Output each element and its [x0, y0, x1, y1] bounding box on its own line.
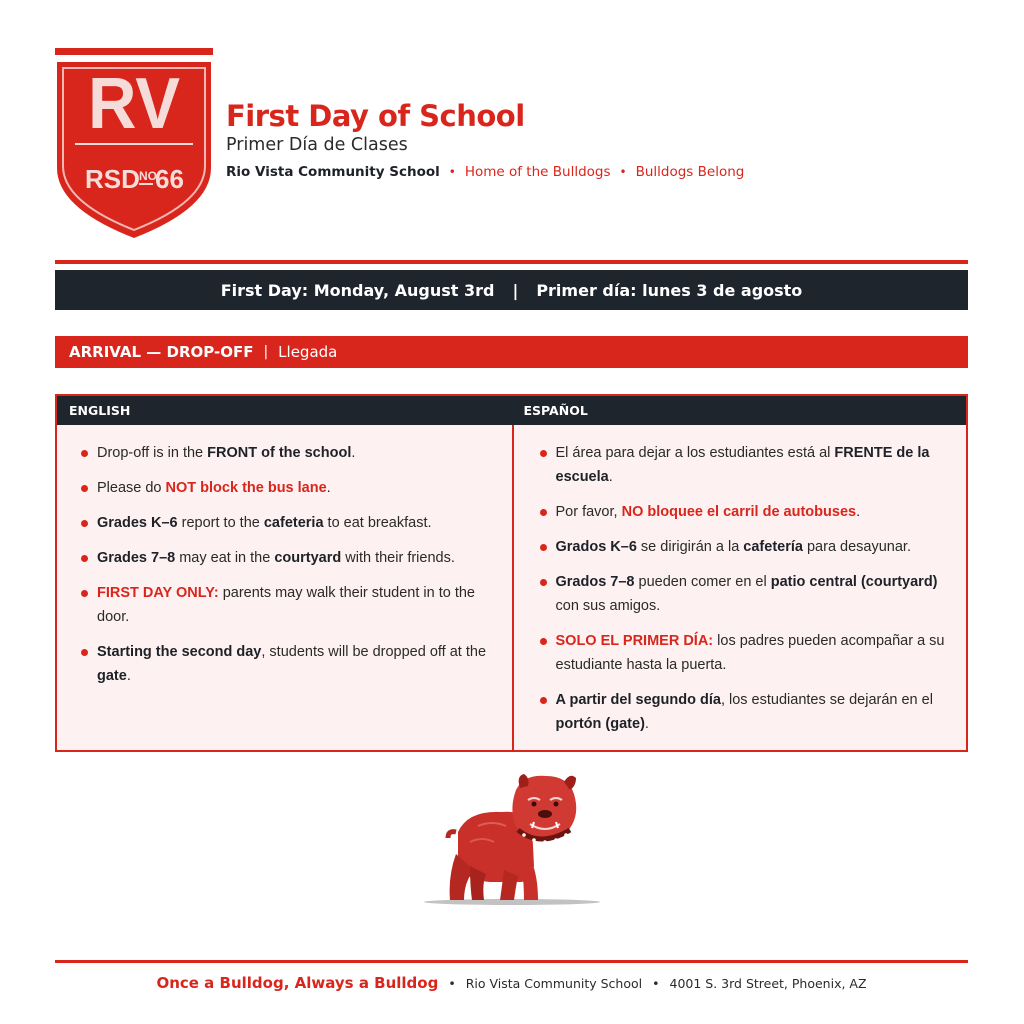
date-english: First Day: Monday, August 3rd	[220, 280, 495, 300]
list-item: Grados 7–8 pueden comer en el patio central (courtyard) con sus amigos.	[538, 570, 947, 618]
school-name: Rio Vista Community School	[226, 164, 440, 180]
page-subtitle: Primer Día de Clases	[226, 135, 408, 155]
list-item: Starting the second day, students will be dropped off at the gate.	[79, 640, 492, 688]
list-item: FIRST DAY ONLY: parents may walk their student in to the door.	[79, 581, 492, 629]
table-header	[57, 396, 966, 425]
footer-school: Rio Vista Community School	[465, 975, 643, 991]
footer-motto: Once a Bulldog, Always a Bulldog	[156, 974, 439, 992]
bullet-separator: •	[652, 975, 660, 991]
school-crest-logo	[55, 48, 213, 240]
list-item: Please do NOT block the bus lane.	[79, 476, 492, 500]
section-title: ARRIVAL — DROP-OFF	[69, 343, 254, 361]
english-column	[57, 425, 512, 750]
arrival-table	[55, 394, 968, 752]
first-day-date-bar	[55, 270, 968, 310]
footer-divider	[55, 960, 968, 963]
footer-address: 4001 S. 3rd Street, Phoenix, AZ	[669, 975, 867, 991]
bullet-separator: •	[619, 165, 627, 179]
header-divider	[55, 260, 968, 264]
slogan-home: Home of the Bulldogs	[464, 164, 611, 180]
column-spanish: ESPAÑOL	[523, 403, 588, 418]
spanish-column	[512, 425, 967, 750]
header	[226, 98, 744, 180]
list-item: Por favor, NO bloquee el carril de autobuses.	[538, 500, 947, 524]
logo-number-prefix: NO	[139, 169, 157, 183]
arrival-section-header	[55, 336, 968, 368]
date-spanish: Primer día: lunes 3 de agosto	[536, 280, 803, 300]
list-item: El área para dejar a los estudiantes está al FRENTE de la escuela.	[538, 441, 947, 489]
list-item: Grades 7–8 may eat in the courtyard with their friends.	[79, 546, 492, 570]
section-separator: |	[263, 344, 269, 360]
bulldog-mascot-icon	[420, 770, 605, 910]
tagline	[226, 164, 744, 180]
slogan-belong: Bulldogs Belong	[635, 164, 745, 180]
page-title: First Day of School	[226, 99, 525, 133]
bullet-separator: •	[448, 975, 456, 991]
list-item: Grades K–6 report to the cafeteria to eat breakfast.	[79, 511, 492, 535]
list-item: Grados K–6 se dirigirán a la cafetería para desayunar.	[538, 535, 947, 559]
bullet-separator: •	[448, 165, 456, 179]
date-separator: |	[512, 280, 519, 300]
list-item: SOLO EL PRIMER DÍA: los padres pueden acompañar a su estudiante hasta la puerta.	[538, 629, 947, 677]
section-spanish: Llegada	[278, 343, 338, 361]
footer	[55, 974, 968, 992]
column-english: ENGLISH	[69, 403, 131, 418]
list-item: A partir del segundo día, los estudiantes se dejarán en el portón (gate).	[538, 688, 947, 736]
logo-district: RSD	[85, 164, 140, 194]
logo-number: 66	[155, 164, 184, 194]
list-item: Drop-off is in the FRONT of the school.	[79, 441, 492, 465]
logo-letters: RV	[88, 64, 180, 144]
